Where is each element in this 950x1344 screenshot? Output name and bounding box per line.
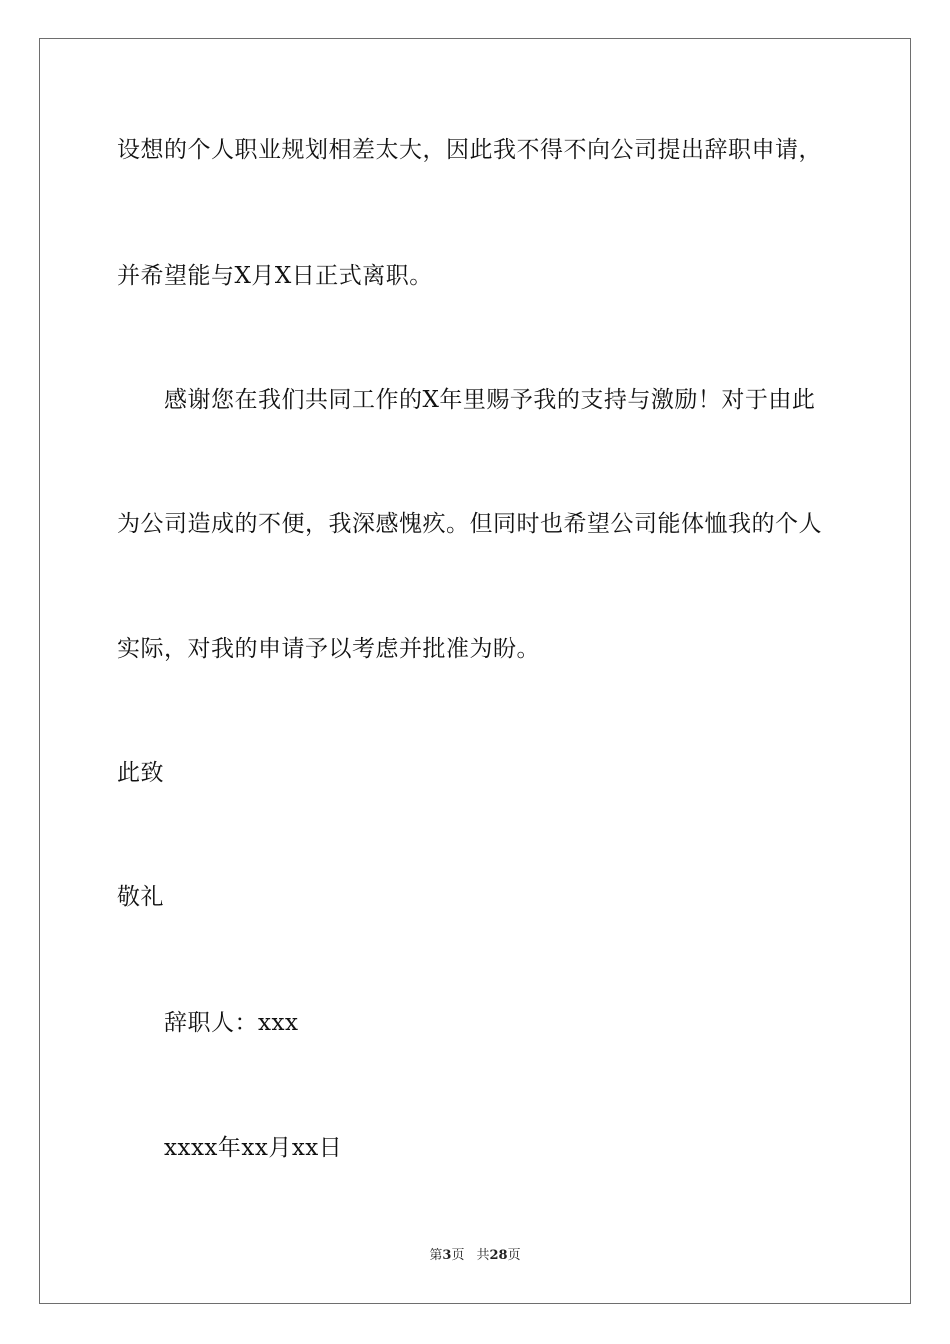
footer-page-number: 3 xyxy=(442,1248,452,1263)
date-line: xxxx年xx月xx日 xyxy=(164,1135,343,1161)
body-line-1: 设想的个人职业规划相差太大，因此我不得不向公司提出辞职申请， xyxy=(117,137,822,163)
body-line-3: 感谢您在我们共同工作的X年里赐予我的支持与激励！对于由此 xyxy=(164,387,816,413)
body-line-5: 实际，对我的申请予以考虑并批准为盼。 xyxy=(117,636,540,662)
body-line-2: 并希望能与X月X日正式离职。 xyxy=(117,263,433,289)
closing-regards: 敬礼 xyxy=(117,884,164,910)
page-footer xyxy=(0,1247,950,1265)
signature-line: 辞职人：xxx xyxy=(164,1010,299,1036)
body-line-4: 为公司造成的不便，我深感愧疚。但同时也希望公司能体恤我的个人 xyxy=(117,511,822,537)
footer-page-suffix: 页 xyxy=(451,1248,465,1263)
footer-total-prefix: 共 xyxy=(476,1248,490,1263)
footer-total-number: 28 xyxy=(489,1248,508,1263)
closing-salutation: 此致 xyxy=(117,760,164,786)
page-border xyxy=(39,38,911,1304)
footer-total-suffix: 页 xyxy=(507,1248,521,1263)
footer-page-prefix: 第 xyxy=(429,1248,443,1263)
